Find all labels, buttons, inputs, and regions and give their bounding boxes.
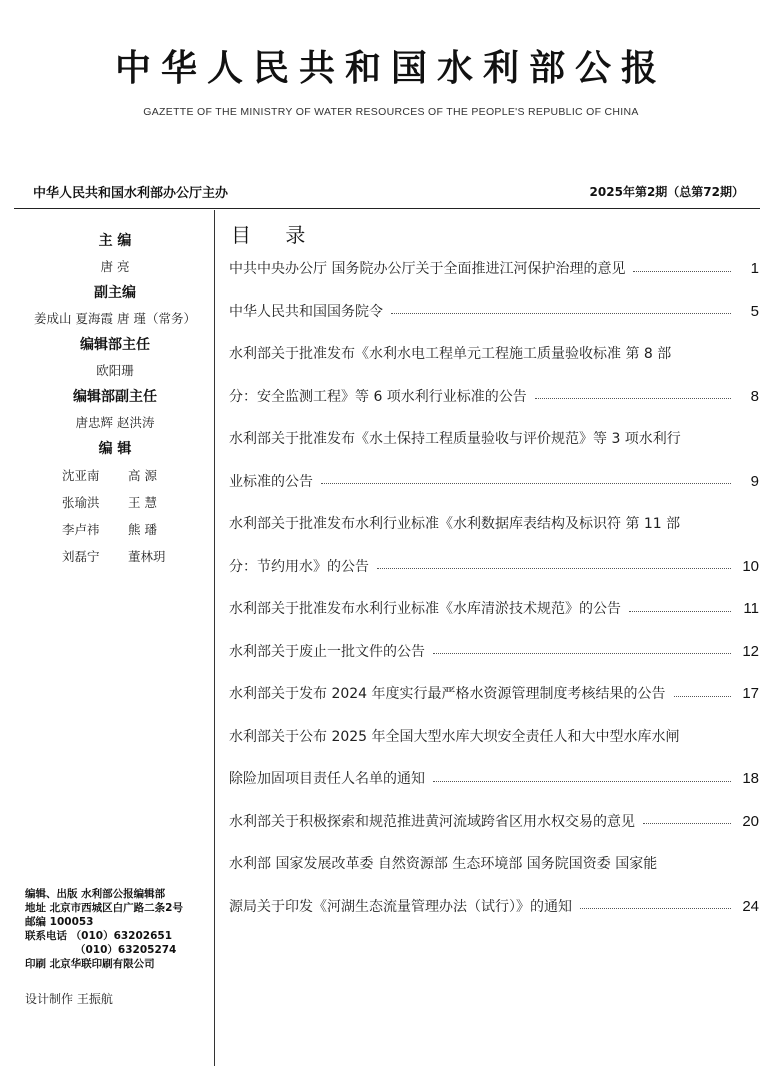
director-name: 欧阳珊: [96, 363, 134, 378]
toc-page-number: 1: [750, 260, 759, 277]
toc-entry-line: [229, 291, 759, 334]
toc-entry-line: [229, 886, 759, 929]
deputy-director-label: 编辑部副主任: [73, 389, 157, 405]
toc-entry-text: 中华人民共和国国务院令: [229, 303, 383, 320]
editor-row: [0, 462, 230, 489]
toc-entry-line: [229, 248, 759, 291]
issue-number: 2025年第2期（总第72期）: [589, 185, 744, 199]
chief-editor-label: 主 编: [98, 233, 132, 249]
dot-leader: [674, 696, 731, 697]
toc-entry-line: [229, 843, 759, 886]
toc-entry[interactable]: [229, 248, 759, 291]
toc-entry-text: 水利部关于发布 2024 年度实行最严格水资源管理制度考核结果的公告: [229, 686, 666, 702]
editorial-staff: [0, 228, 230, 570]
toc-page-number: 9: [750, 472, 759, 490]
dot-leader: [629, 611, 731, 612]
toc-entry[interactable]: [229, 843, 759, 928]
toc-page-number: 5: [750, 302, 759, 320]
toc-entry-line: [229, 461, 759, 504]
phone-line: 联系电话 （010）63202651: [25, 930, 173, 942]
editor-name: 熊 璠: [128, 522, 157, 537]
toc-entry-text: 中共中央办公厅 国务院办公厅关于全面推进江河保护治理的意见: [229, 261, 626, 277]
editor-name: 沈亚南: [62, 468, 100, 483]
toc-entry-line: [229, 801, 759, 844]
editor-name: 董林玥: [128, 549, 166, 564]
toc-entry-text: 水利部关于批准发布水利行业标准《水利数据库表结构及标识符 第 11 部: [229, 516, 681, 532]
toc-entry-line: [229, 631, 759, 674]
table-of-contents: [229, 248, 759, 928]
designer-credit: 设计制作 王振航: [25, 992, 113, 1006]
postcode-line: 邮编 100053: [25, 916, 94, 928]
toc-entry-text: 水利部关于批准发布《水土保持工程质量验收与评价规范》等 3 项水利行: [229, 431, 681, 447]
dot-leader: [433, 653, 731, 654]
toc-entry-line: [229, 673, 759, 716]
editor-name: 刘磊宁: [62, 549, 100, 564]
toc-title: 目 录: [231, 223, 320, 247]
dot-leader: [321, 483, 731, 484]
toc-entry-text: 源局关于印发《河湖生态流量管理办法（试行）》的通知: [229, 898, 572, 915]
dot-leader: [535, 398, 731, 399]
toc-entry-text: 水利部 国家发展改革委 自然资源部 生态环境部 国务院国资委 国家能: [229, 856, 658, 872]
dot-leader: [633, 271, 731, 272]
toc-entry[interactable]: [229, 333, 759, 418]
header-divider: [14, 208, 760, 209]
toc-page-number: 20: [742, 812, 759, 830]
toc-entry[interactable]: [229, 588, 759, 631]
toc-entry[interactable]: [229, 716, 759, 801]
editor-row: [0, 489, 230, 516]
toc-entry[interactable]: [229, 801, 759, 844]
editor-name: 李卢祎: [62, 522, 100, 537]
toc-entry-line: [229, 333, 759, 376]
dot-leader: [433, 781, 731, 782]
toc-entry-line: [229, 588, 759, 631]
chief-editor-name: 唐 亮: [100, 259, 130, 274]
toc-page-number: 17: [742, 685, 759, 702]
toc-entry-line: [229, 546, 759, 589]
toc-entry-text: 水利部关于批准发布《水利水电工程单元工程施工质量验收标准 第 8 部: [229, 346, 672, 362]
editor-row: [0, 516, 230, 543]
deputy-editor-names: 姜成山 夏海霞 唐 瑾（常务）: [34, 311, 196, 326]
toc-page-number: 18: [742, 770, 759, 787]
toc-entry-line: [229, 716, 759, 759]
deputy-editor-label: 副主编: [94, 285, 136, 301]
toc-entry[interactable]: [229, 631, 759, 674]
toc-entry-text: 除险加固项目责任人名单的通知: [229, 771, 425, 787]
toc-entry-text: 水利部关于批准发布水利行业标准《水库清淤技术规范》的公告: [229, 601, 621, 617]
dot-leader: [377, 568, 731, 569]
editor-name: 王 慧: [128, 495, 157, 510]
toc-page-number: 10: [742, 557, 759, 575]
director-label: 编辑部主任: [80, 337, 150, 353]
address-line: 地址 北京市西城区白广路二条2号: [25, 902, 183, 914]
toc-page-number: 11: [743, 600, 759, 617]
toc-entry[interactable]: [229, 503, 759, 588]
editor-row: [0, 543, 230, 570]
toc-entry-text: 分：节约用水》的公告: [229, 558, 369, 575]
toc-entry-line: [229, 376, 759, 419]
toc-entry-line: [229, 758, 759, 801]
toc-entry[interactable]: [229, 673, 759, 716]
dot-leader: [391, 313, 731, 314]
toc-page-number: 12: [742, 642, 759, 660]
printer-line: 印刷 北京华联印刷有限公司: [25, 958, 155, 970]
toc-entry-text: 水利部关于废止一批文件的公告: [229, 643, 425, 660]
toc-entry[interactable]: [229, 291, 759, 334]
editors-list: [0, 462, 230, 570]
deputy-director-names: 唐忠辉 赵洪涛: [75, 415, 155, 430]
toc-page-number: 8: [750, 387, 759, 405]
toc-entry-text: 业标准的公告: [229, 473, 313, 490]
editor-name: 张瑜洪: [62, 495, 100, 510]
dot-leader: [643, 823, 731, 824]
colophon: [25, 887, 183, 971]
gazette-title: 中华人民共和国水利部公报: [114, 48, 667, 89]
editor-name: 高 源: [128, 468, 157, 483]
toc-entry-text: 水利部关于公布 2025 年全国大型水库大坝安全责任人和大中型水库水闸: [229, 728, 680, 745]
toc-page-number: 24: [742, 897, 759, 915]
sponsor-line: 中华人民共和国水利部办公厅主办: [33, 186, 229, 201]
dot-leader: [580, 908, 731, 909]
editors-label: 编 辑: [98, 441, 132, 457]
toc-entry-text: 分：安全监测工程》等 6 项水利行业标准的公告: [229, 388, 527, 405]
toc-entry[interactable]: [229, 418, 759, 503]
phone-line-2: （010）63205274: [75, 944, 177, 956]
toc-entry-line: [229, 418, 759, 461]
gazette-subtitle: GAZETTE OF THE MINISTRY OF WATER RESOURCES OF THE PEOPLE'S REPUBLIC OF CHINA: [143, 106, 639, 118]
publisher-line: 编辑、出版 水利部公报编辑部: [25, 888, 166, 900]
toc-entry-text: 水利部关于积极探索和规范推进黄河流域跨省区用水权交易的意见: [229, 813, 635, 830]
toc-entry-line: [229, 503, 759, 546]
